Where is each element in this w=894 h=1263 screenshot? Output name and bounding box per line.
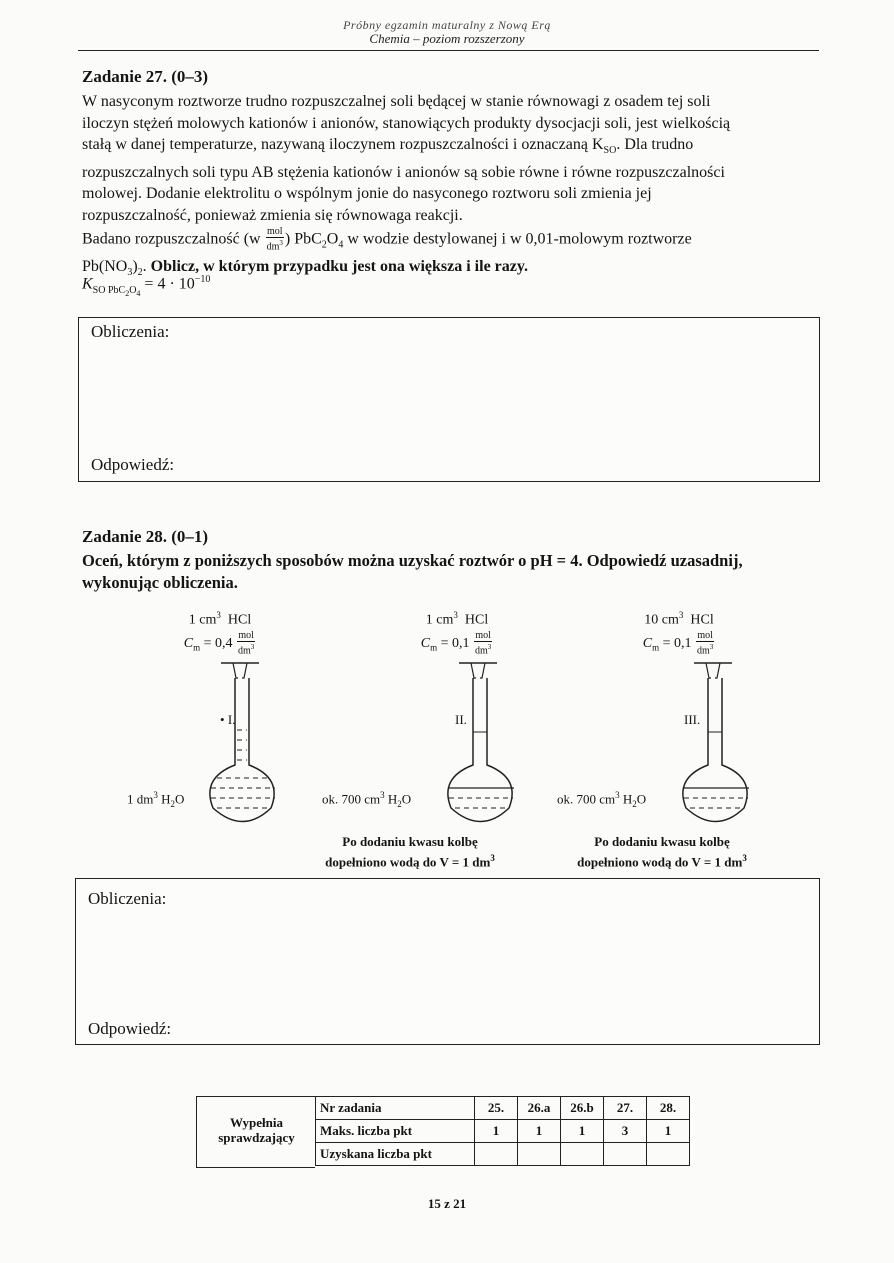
- flask-2-label: II.: [455, 712, 467, 727]
- max-points: 1: [518, 1120, 561, 1143]
- task-number: 25.: [475, 1097, 518, 1120]
- earned-points-cell[interactable]: [475, 1143, 518, 1166]
- header-divider: [78, 50, 819, 51]
- task-27-line: W nasyconym roztworze trudno rozpuszczalnej soli będącej w stanie równowagi z osadem tej soli: [82, 93, 711, 110]
- task-27-instruction: Oblicz, w którym przypadku jest ona większa i ile razy.: [150, 258, 528, 276]
- row-label: Nr zadania: [316, 1097, 475, 1120]
- exam-title: Próbny egzamin maturalny z Nową Erą: [343, 18, 551, 32]
- max-points: 1: [561, 1120, 604, 1143]
- table-row: [316, 1120, 690, 1143]
- task-number: 27.: [604, 1097, 647, 1120]
- max-points: 1: [647, 1120, 690, 1143]
- flask-1-diagram: [195, 660, 295, 830]
- flask-2-acid-label: 1 $cm^3$ HCl $C_m = 0,1$ $\frac{\text{mol}}{dm^3}$: [420, 610, 492, 656]
- kso-value: $K_{SO PbC_2O_4} = 4 \cdot 10^{-10}$: [82, 274, 211, 298]
- exam-subject: Chemia – poziom rozszerzony: [369, 31, 525, 46]
- task-27-text: [82, 91, 822, 226]
- flask-3-caption: Po dodaniu kwasu kolbę dopełniono wodą do V = 1 $dm^3$: [577, 834, 747, 870]
- calculations-label: Obliczenia:: [91, 322, 170, 341]
- score-side-cell: [196, 1096, 315, 1168]
- flask-3-label: III.: [684, 712, 701, 727]
- task-27-title: Zadanie 27. (0–3): [82, 67, 209, 86]
- flask-2-water-label: ok. 700 $cm^3$ $H_2O$: [322, 790, 412, 809]
- table-row: [316, 1097, 690, 1120]
- task-27-line: molowej. Dodanie elektrolitu o wspólnym jonie do nasyconego roztworu soli zmienia jej: [82, 185, 652, 203]
- max-points: 3: [604, 1120, 647, 1143]
- earned-points-cell[interactable]: [647, 1143, 690, 1166]
- task-28-question: Oceń, którym z poniższych sposobów można uzyskać roztwór o pH = 4. Odpowiedź uzasadnij, wykonując obliczenia.: [82, 551, 743, 592]
- flask-3-diagram: [668, 660, 768, 830]
- task-27-line: rozpuszczalność, ponieważ zmienia się równowaga reakcji.: [82, 206, 463, 224]
- row-label: Uzyskana liczba pkt: [316, 1143, 475, 1166]
- task-27-line: stałą w danej temperaturze, nazywaną iloczynem rozpuszczalności i oznaczaną $K_{SO}$. Dla trudno: [82, 136, 694, 157]
- task-27-question: Badano rozpuszczalność (w $\frac{\text{mol}}{dm^3}$ ) $PbC_2O_4$ w wodzie destylowanej i w 0,01-molowym roztworze $Pb(NO_3)_2$. Oblicz, w którym przypadku jest ona większa i ile razy.: [82, 226, 692, 279]
- task-number: 26.a: [518, 1097, 561, 1120]
- task-27-line: rozpuszczalnych soli typu AB stężenia kationów i anionów są sobie równe i równe rozpuszczalności: [82, 163, 725, 181]
- answer-label: Odpowiedź:: [91, 455, 175, 474]
- flask-1-water-label: 1 $dm^3$ $H_2O$: [127, 790, 185, 809]
- task-28-answer-box[interactable]: [75, 878, 820, 1045]
- task-27-answer-box[interactable]: [78, 317, 820, 482]
- max-points: 1: [475, 1120, 518, 1143]
- flask-2-diagram: [433, 660, 533, 830]
- unit-fraction: $\frac{\text{mol}}{dm^3}$: [266, 226, 283, 253]
- calculations-label: Obliczenia:: [88, 889, 167, 908]
- flask-2-caption: Po dodaniu kwasu kolbę dopełniono wodą do V = 1 $dm^3$: [325, 834, 495, 870]
- flask-1-label: • I.: [220, 712, 236, 727]
- page-number: 15 z 21: [427, 1196, 467, 1211]
- score-table: [315, 1096, 690, 1166]
- earned-points-cell[interactable]: [604, 1143, 647, 1166]
- row-label: Maks. liczba pkt: [316, 1120, 475, 1143]
- flask-3-water-label: ok. 700 $cm^3$ $H_2O$: [557, 790, 647, 809]
- task-28-title: Zadanie 28. (0–1): [82, 527, 209, 546]
- task-27-line: iloczyn stężeń molowych kationów i anionów, stanowiących produkty dysocjacji soli, jest wielkością: [82, 114, 731, 132]
- task-number: 26.b: [561, 1097, 604, 1120]
- grader-label-2: sprawdzający: [218, 1130, 295, 1145]
- earned-points-cell[interactable]: [518, 1143, 561, 1166]
- table-row: [316, 1143, 690, 1166]
- grader-label-1: Wypełnia: [230, 1115, 283, 1130]
- answer-label: Odpowiedź:: [88, 1019, 172, 1038]
- earned-points-cell[interactable]: [561, 1143, 604, 1166]
- task-number: 28.: [647, 1097, 690, 1120]
- flask-1-acid-label: 1 $cm^3$ HCl $C_m = 0,4$ $\frac{\text{mol}}{dm^3}$: [183, 610, 255, 656]
- flask-3-acid-label: 10 $cm^3$ HCl $C_m = 0,1$ $\frac{\text{mol}}{dm^3}$: [642, 610, 714, 656]
